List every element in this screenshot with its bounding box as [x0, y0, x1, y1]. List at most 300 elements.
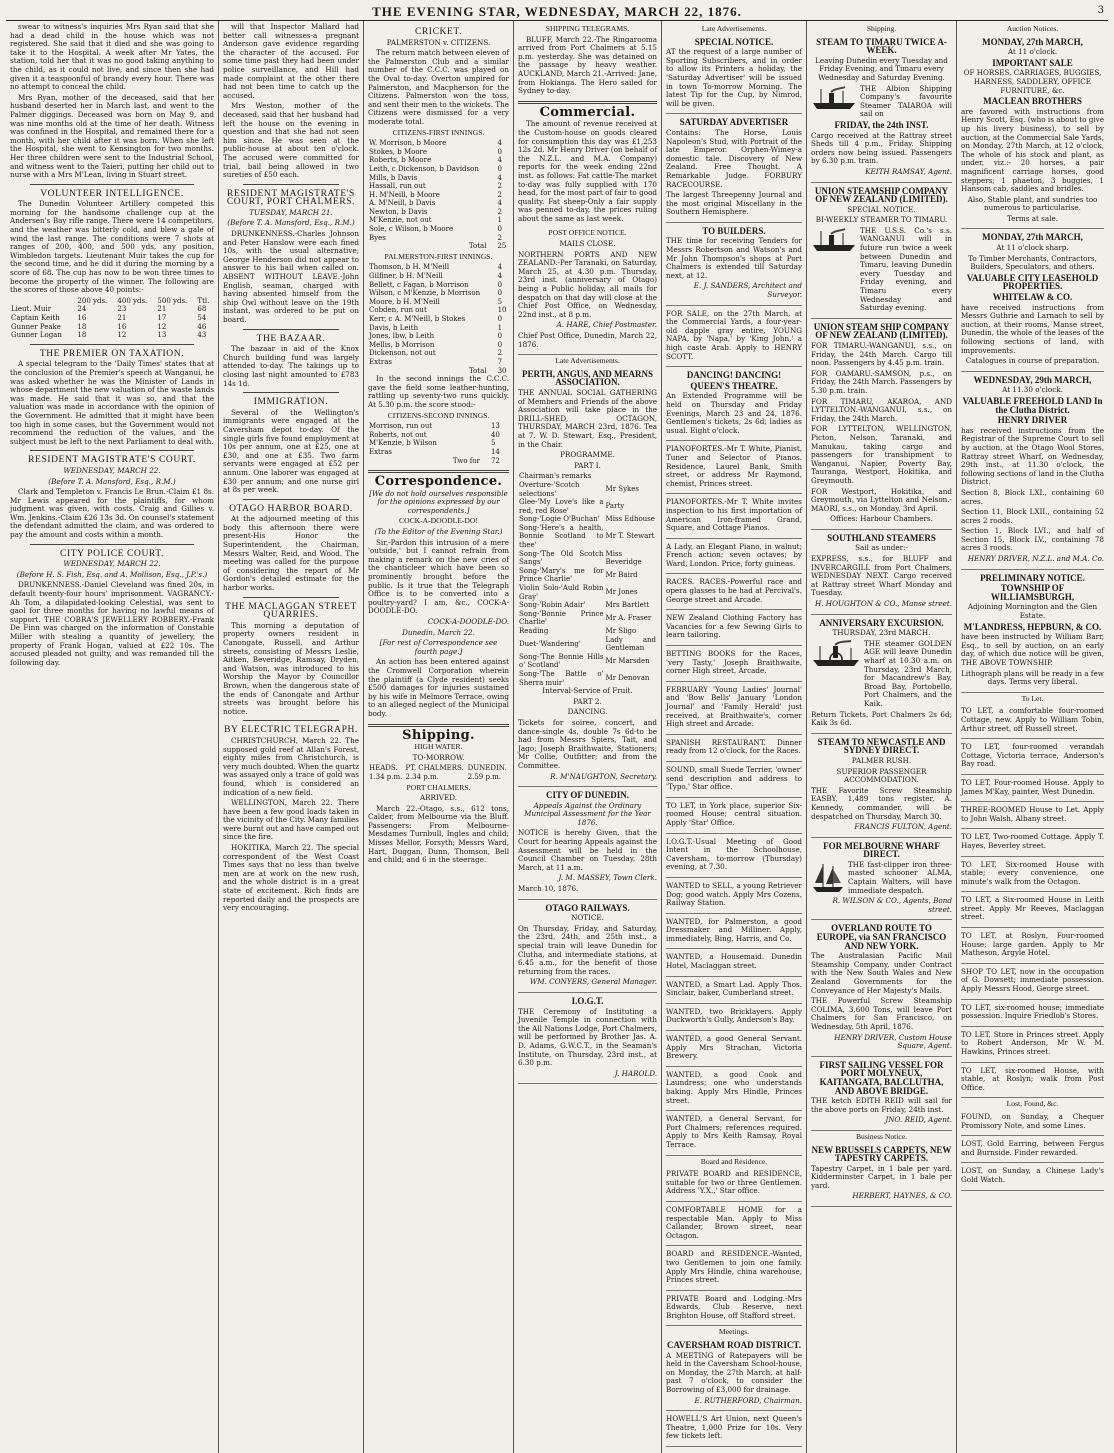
advertisement [666, 836, 802, 878]
innings-table [368, 139, 509, 251]
table-cell: W. Morrison, b Moore [369, 139, 447, 148]
advertisement [961, 894, 1104, 928]
subheading: THURSDAY, 23rd MARCH. [832, 628, 931, 638]
subheading: PALMER RUSH. [851, 755, 912, 765]
table-cell: 13 [490, 422, 500, 431]
article-text: will that Inspector Mallard had better call witnesses-a pregnant Anderson gave evidence regarding the character of the accused. For some time past they had been under police surveillance, and Hill had made complaint at the other there had not been time to catch up the accused. [223, 22, 359, 100]
ad-text: have been instructed by William Barr, Esq., to sell by auction, on an early day, of which due notice will be given, THE ABOVE TOWNSHIP. [961, 632, 1104, 667]
signature: E. J. SANDERS, Architect and Surveyor. [693, 281, 802, 300]
table-row [368, 216, 509, 225]
total-row [368, 242, 509, 251]
advertisement [518, 902, 657, 993]
divider [243, 597, 339, 598]
advertisement [811, 1144, 952, 1208]
signature: H. HOUGHTON & CO., Manse street. [814, 599, 952, 609]
table-row [368, 764, 509, 773]
table-cell: 4 [497, 173, 502, 182]
sailing-ship-icon [811, 861, 845, 895]
advertisement [666, 225, 802, 306]
masthead [6, 4, 1108, 21]
ad-text: FOR SALE, on the 27th March, at the Commercial Yards, a four-year-old dapple gray entire, YOUNG NAPA, by 'Napa,' by 'King John,' a high caste Arab. Apply to HENRY SCOTT. [666, 308, 802, 361]
column-5 [662, 21, 807, 1453]
advertisement [666, 496, 802, 538]
advertisement [666, 800, 802, 834]
table-row [368, 332, 509, 341]
ad-text: LOST, Gold Earring, between Fergus and Burnside. Finder rewarded. [961, 1139, 1104, 1157]
section-heading: Shipping. [866, 24, 897, 33]
ad-text: TO LET, Six-roomed House with stable; every convenience, one minute's walk from the Octagon. [961, 859, 1104, 886]
column-6 [807, 21, 957, 1453]
section-heading: Shipping. [402, 727, 475, 743]
subheading: PORT CHALMERS. [406, 782, 471, 792]
ad-text: Also, Stable plant, and sundries too numerous to particularise. [967, 194, 1098, 213]
advertisement [666, 612, 802, 646]
divider [30, 450, 194, 451]
signature: JNO. REID, Agent. [885, 1115, 952, 1125]
advertisement [666, 1339, 802, 1411]
table-row [518, 653, 657, 670]
ad-heading: HENRY DRIVER [997, 415, 1068, 426]
ad-heading: M'LANDRESS, HEPBURN, & CO. [963, 621, 1102, 632]
ad-text: WANTED, a Housemaid. Dunedin Hotel, Maclaggan street. [666, 952, 802, 971]
advertisement [666, 308, 802, 368]
table-cell: Hassall, run out [369, 182, 426, 191]
table-cell: Sole, c Wilson, b Moore [369, 225, 454, 234]
advertisement [666, 116, 802, 223]
table-cell: Glee-'My Love's like a red, red Rose' [519, 498, 604, 515]
ad-heading: POST OFFICE NOTICE. [548, 228, 627, 238]
section-heading: RESIDENT MAGISTRATE'S COURT. [28, 455, 196, 466]
advertisement [961, 966, 1104, 1000]
table-cell: 18 [77, 331, 87, 340]
ad-text: are favored with instructions from Henry Scott, Esq. (who is about to give up his livery business), to sell by auction, at the Commercial Sale Yards, on Monday, 27th March, at 12 o'clock, The whole of his stock and plant, as under, viz.:- 20 horses, a pair magnificent carriage horses, good steppers; 1 phaeton, 3 buggies, 1 Hansom cab, saddles and bridles. [961, 106, 1104, 194]
ad-text: LOST, on Sunday, a Chinese Lady's Gold Watch. [961, 1166, 1104, 1184]
byline: (Before T. A. Mansford, Esq., R.M.) [48, 476, 176, 486]
ad-text: PIANOFORTES.-Mr T. White invites inspection to his first importation of American Iron-framed Grand, Square, and Cottage Pianos. [666, 497, 802, 533]
table-row [368, 148, 509, 157]
table-cell: Roberts, not out [369, 430, 427, 439]
article-text: DRUNKENNESS.-Daniel Cleveland was fined 20s, in default twenty-four hours' imprisonment. VAGRANCY.-Ah Tom, a dilapidated-looking Celestial, was sent to gaol for three months for having no lawful means of support. THE COBRA'S JEWELLERY ROBBERY.-Frank De Finn was charged on the information of Constable Miller with stealing a quantity of jewellery, the property of Frank Hogan, valued at £22 10s. The accused pleaded not guilty, and was remanded till the following day. [10, 580, 214, 667]
section-heading: BY ELECTRIC TELEGRAPH. [224, 725, 358, 736]
advertisement [666, 443, 802, 494]
ad-heading: IMPORTANT SALE [992, 57, 1073, 68]
table-row [368, 156, 509, 165]
table-row [368, 272, 509, 281]
table-row [368, 165, 509, 174]
divider [243, 720, 339, 721]
section-heading: Correspondence. [374, 474, 503, 490]
table-cell: 0 [497, 225, 502, 234]
table-row [368, 422, 509, 431]
ad-heading: MONDAY, 27th MARCH, [982, 232, 1083, 243]
table-cell: Song-'Bonnie Prince Charlie' [519, 609, 604, 627]
article-text: An action has been entered against the Cromwell Corporation wherein the plaintiff (a Clyde resident) seeks £500 damages for injuries sustained by his wife in Melmore Terrace, owing to an alleged neglect of the Municipal body. [368, 657, 509, 718]
table-cell: Captain Keith [11, 314, 60, 322]
table-cell: Overture-'Scotch selections' [519, 480, 580, 498]
subheading: DANCING. [567, 707, 608, 717]
scores-header-row [10, 297, 214, 306]
table-cell: Song-'The Old Scotch Sangs' [519, 549, 604, 567]
ad-text: SHOP TO LET, now in the occupation of G. Dowsett; immediate possession. Apply Messrs Hood, George street. [961, 966, 1104, 994]
innings-table [368, 422, 509, 465]
table-cell: Kerr, c A. M'Neill, b Stokes [369, 315, 466, 323]
ship-block [811, 227, 952, 315]
advertisement [961, 572, 1104, 693]
table-cell: 2 [497, 190, 502, 199]
section-heading: Late Advertisements. [701, 24, 767, 33]
advertisement [666, 979, 802, 1004]
table-row [518, 670, 657, 687]
article-text: The amount of revenue received at the Custom-house on goods cleared for consumption this day was £1,253 12s 2d. Mr Henry Driver (on behalf of the N.Z.L. and M.A. Company) reports for the week ending 22nd inst. as follows: Fat cattle-The market to-day was fully supplied with 170 head, for the most part of fair to good quality. Fat sheep-Only a fair supply was penned to-day, the prices ruling about the same as last week. [518, 119, 657, 223]
ad-text: TO LET, six-roomed house; immediate possession. Inquire Friedlob's Stores. [961, 1002, 1104, 1021]
ad-text: TO LET, Store in Princes street. Apply to Robert Anderson, Mr W. M. Hawkins, Princes street. [961, 1029, 1104, 1056]
subheading: Appeals Against the Ordinary Municipal Assessment for the Year 1876. [524, 800, 651, 827]
table-cell: Davis, b Leith [369, 323, 419, 332]
table-cell: Extras [369, 447, 392, 456]
table-cell: 4 [497, 272, 503, 281]
table-cell: Mrs Bartlett [605, 601, 650, 610]
section-heading: Late Advertisements. [555, 356, 620, 366]
advertisement [666, 1033, 802, 1067]
signature: R. M'NAUGHTON, Secretary. [550, 771, 657, 781]
table-row [368, 174, 509, 183]
table-cell: Reading [519, 627, 549, 635]
ad-text: WANTED, a good Cook and Laundress; one who understands baking. Apply Mrs Hindle, Princes street. [666, 1069, 802, 1105]
article-text: Clark and Templeton v. Francis Le Brun.-Claim £1 8s. Mr Lewis appeared for the plaintiffs, for whom judgment was given, with costs. Craig and Gillies v. Wm. Jenkins.-Claim £26 13s 3d. On counsel's statement the defendant admitted the claim, and was ordered to pay the amount and costs within a month. [10, 487, 214, 540]
ad-text: PRIVATE Board and Lodging.-Mrs Edwards, Club Reserve, next Brighton House, off Stafford street. [666, 1293, 802, 1320]
table-cell: Chairman's remarks [519, 472, 592, 481]
ad-text: SPANISH RESTAURANT. Dinner ready from 12 o'clock, for the Races. [666, 737, 802, 756]
dateline: WEDNESDAY, MARCH 22. [63, 559, 161, 569]
table-row [518, 472, 657, 481]
subheading: PALMERSTON v. CITIZENS. [386, 37, 491, 47]
article-text: Mrs Ryan, mother of the deceased, said that her husband deserted her in March last, and went to the Palmer diggings. Deceased was born on May 9, and was nine months old at the time of her death. Witness was confined in the Hospital, and remained there for a month, with her child after it was born. When she left the Hospital, she went to Kensington for two months. Her three children were sent to the Industrial School, and witness went to the Taieri, putting her child out to nurse with a Mrs M'Lean, living in Stuart street. [10, 92, 214, 180]
ad-text: I.O.G.T.-Usual Meeting of Good Intent in the Schoolhouse, Caversham, to-morrow (Thursday) evening, at 7.30. [666, 836, 802, 872]
innings-table [368, 263, 509, 375]
table-cell: Mr Jones [605, 588, 638, 597]
table-row [368, 225, 509, 234]
ad-heading: SOUTHLAND STEAMERS [827, 532, 936, 543]
table-row [10, 314, 214, 323]
ad-text: TO LET, Two-roomed Cottage. Apply T. Hayes, Beverley street. [961, 832, 1104, 850]
ad-text: WANTED, a Smart Lad. Apply Thos. Sinclair, baker, Cumberland street. [666, 979, 802, 998]
ad-text: WANTED, two Bricklayers. Apply Duckworth's Gully, Anderson's Bay. [666, 1006, 802, 1025]
ad-heading: TO BUILDERS. [702, 225, 766, 236]
table-cell: 21 [157, 305, 167, 314]
dateline: TUESDAY, MARCH 21. [249, 207, 333, 217]
article-text: Several of the Wellington's immigrants were engaged at the Caversham depot to-day. Of the single girls five found employment at 10s per annum, one at £25, one at £30, and one at £35. Two farm servants were engaged at £52 per annum. One laborer was engaged at £30 per annum; and one nurse girl at 8s per week. [223, 407, 359, 495]
table-cell: M'Kenzie, b Wilson [369, 439, 437, 448]
table-row [368, 191, 509, 200]
table-cell [605, 472, 657, 481]
ad-heading: VALUABLE CITY LEASEHOLD PROPERTIES. [966, 272, 1099, 292]
ad-text: THE ANNUAL SOCIAL GATHERING of Members and Friends of the above Association will take place in the DRILL-SHED, OCTAGON, THURSDAY, MARCH 23rd, 1876. Tea at 7. W. D. Stewart, Esq., President, in the Chair. [518, 387, 657, 449]
subheading: HIGH WATER. [414, 742, 463, 752]
table-row [368, 289, 509, 298]
table-row [368, 234, 509, 243]
ship-block [811, 85, 952, 121]
steamship-icon [811, 85, 857, 111]
ad-text: PRIVATE BOARD and RESIDENCE, suitable for two or three Gentlemen. Address 'Y.X.,' Star office. [666, 1169, 802, 1196]
subheading: Adjoining Mornington and the Glen Estate. [967, 602, 1098, 621]
dateline: WEDNESDAY, MARCH 22. [63, 465, 161, 475]
table-cell: 30 [497, 366, 507, 375]
ad-heading: PRELIMINARY NOTICE. [980, 572, 1085, 583]
divider [518, 101, 657, 104]
advertisement [961, 831, 1104, 856]
ad-text: Contains: The Horse, Louis Napoleon's Stud, with Portrait of the late Emperor. Orphen-Wimey-a domestic tale. Discovery of New Zealand. Free Thought. A Remarkable Judge. FORBURY RACECOURSE. [666, 127, 802, 189]
table-cell: 14 [490, 447, 500, 456]
ad-text: NOTICE is hereby Given, that the Court for hearing Appeals against the Assessment will be held in the Council Chamber on Tuesday, 28th March, at 11 a.m. [518, 828, 657, 872]
ad-text: On Thursday, Friday, and Saturday, the 23rd, 24th, and 25th inst., a special train will leave Dunedin for Clutha, and intermediate stations, at 6.45 a.m., for the benefit of those returning from the races. [518, 923, 657, 976]
advertisement [666, 684, 802, 735]
table-cell: Mr A. Fraser [605, 614, 652, 623]
section-heading: THE MACLAGGAN STREET QUARRIES. [225, 601, 357, 621]
table-row [368, 349, 509, 358]
ad-text: FOR TIMARU.-WANGANUI, s.s., on Friday, the 24th March. Cargo till noon. Passengers by 4.45 p.m. train. [811, 341, 952, 368]
subheading: Leaving Dunedin every Tuesday and Friday Evening, and Timaru every Wednesday and Saturday Evening. [815, 55, 948, 82]
ad-heading: SPECIAL NOTICE. [694, 36, 774, 47]
advertisement [961, 741, 1104, 775]
ad-text: SOUND, small Suede Terrier, 'owner' send description and address to 'Typo,' Star office. [666, 764, 802, 792]
signature: HENRY DRIVER, N.Z.L. and M.A. Co. [967, 554, 1104, 564]
ad-text: NEW Zealand Clothing Factory has Vacancies for a few Sewing Girls to learn tailoring. [666, 613, 802, 640]
ad-text: THE steamer GOLDEN AGE will leave Dunedin wharf at 10.30 a.m. on Thursday, 23rd March, for Macandrew's Bay, Broad Bay, Portobello, Port Chalmers, and the Kaik. [864, 638, 952, 708]
table-cell: Song-'Here's a health, Bonnie Scotland to thee' [519, 523, 604, 550]
signature: COCK-A-DOODLE-DO. [427, 617, 509, 626]
advertisement [666, 648, 802, 682]
advertisement [518, 995, 657, 1084]
ad-text: THE Favorite Screw Steamship EASBY, 1,489 tons register, A. Kennedy, commander, will be despatched on Thursday, March 30. [811, 785, 952, 821]
table-row [10, 331, 214, 340]
table-cell: Mr T. Stewart [605, 532, 655, 541]
table-row [518, 636, 657, 653]
table-cell: 0 [497, 340, 503, 349]
subheading: ARRIVED. [419, 793, 458, 803]
article-text: In the second innings the C.C.C. gave the field some leather-hunting, rattling up seventy-two runs quickly. At 5.30 p.m. the score stood:- [368, 374, 509, 409]
section-heading: Lost, Found, &c. [1006, 1099, 1059, 1109]
ad-text: TO LET, at Roslyn, Four-roomed House; large garden. Apply to Mr Matheson, Argyle Hotel. [961, 931, 1104, 958]
advertisement [811, 840, 952, 921]
table-cell: Mr Marsden [605, 657, 650, 666]
table-cell: Gilfiner, b H. M'Neill [369, 272, 443, 281]
table-cell: Cobden, run out [369, 306, 427, 315]
divider [30, 184, 194, 185]
divider [243, 392, 339, 393]
advertisement [666, 916, 802, 950]
section-heading: Commercial. [539, 104, 636, 120]
table-cell: 4 [497, 139, 502, 148]
table-cell: 1 [497, 216, 502, 225]
editor-note: [We do not hold ourselves responsible for the opinions expressed by our correspondents.] [369, 488, 508, 515]
ad-heading: FOR MELBOURNE WHARF DIRECT. [823, 840, 940, 860]
table-cell: 4 [497, 156, 502, 165]
advertisement [961, 1138, 1104, 1163]
signature: FRANCIS FULTON, Agent. [854, 822, 952, 832]
ad-text: WANTED, a General Servant, for Port Chalmers; references required. Apply to Mrs Keith Ramsay, Royal Terrace. [666, 1114, 802, 1149]
table-cell: Duet-'Wandering' [519, 639, 581, 648]
table-cell: 17 [157, 314, 167, 322]
subheading: Sail as under:- [855, 543, 908, 553]
table-cell: Mellis, b Morrison [369, 340, 435, 349]
table-cell: 2 [497, 349, 503, 358]
editor-note: [For rest of Correspondence see fourth page.] [379, 638, 498, 656]
table-cell: HEADS. [369, 764, 398, 773]
byline: (Before H. S. Fish, Esq. and A. Mollison, Esq., J.P.'s.) [16, 569, 208, 579]
table-row [368, 341, 509, 350]
section-heading: Board and Residence. [700, 1156, 768, 1166]
ad-heading: UNION STEAM SHIP COMPANY OF NEW ZEALAND (LIMITED). [813, 321, 950, 341]
advertisement [666, 1293, 802, 1327]
advertisement [666, 951, 802, 976]
table-row [518, 524, 657, 550]
scores-table [10, 297, 214, 340]
table-row [368, 199, 509, 208]
ad-text: EXPRESS, s.s., for BLUFF and INVERCARGILL from Port Chalmers, WEDNESDAY NEXT. Cargo received at Rattray street Wharf Monday and Tuesday. [811, 554, 952, 598]
table-cell: 2.59 p.m. [467, 772, 502, 781]
ad-text: Catalogues in course of preparation. [965, 356, 1100, 366]
total-row [368, 457, 509, 466]
table-cell: 0 [497, 280, 503, 289]
table-cell: Newton, b Davis [369, 207, 428, 216]
signature: E. RUTHERFORD, Chairman. [694, 1395, 802, 1405]
table-cell: Ttl. [197, 296, 210, 305]
section-heading: VOLUNTEER INTELLIGENCE. [40, 188, 184, 199]
advertisement [811, 1059, 952, 1131]
ad-text: THE ketch EDITH REID will sail for the above ports on Friday, 24th inst. [811, 1096, 952, 1114]
dateline: Chief Post Office, Dunedin, March 22, 1876. [518, 331, 657, 349]
divider [243, 499, 339, 500]
table-cell: 1 [497, 323, 503, 332]
divider [243, 184, 339, 185]
table-cell: Violin Solo-'Auld Robin Gray' [519, 584, 604, 601]
advertisement [811, 532, 952, 615]
ad-text: A Lady, an Elegant Piano, in walnut; French action; seven octaves; by Ward, London. Price, forty guineas. [666, 541, 802, 568]
letter-heading: COCK-A-DOODLE-DO! [399, 516, 478, 526]
ad-heading: WEDNESDAY, 29th MARCH, [973, 374, 1092, 385]
table-cell: 18 [77, 322, 87, 331]
table-cell: 200 yds. [77, 296, 108, 305]
table-cell: Song-'Mary's me for Prince Charlie' [519, 566, 604, 584]
ad-text: THE Ceremony of Instituting a Juvenile Temple in connection with the All Nations Lodge, Port Chalmers, will be performed by Brother Jas. A. D. Adams, G.W.C.T., in the Seaman's Institute, on Thursday, 23rd inst., at 6.30 p.m. [518, 1006, 657, 1068]
ad-text: The largest Threepenny Journal and the most original Miscellany in the Southern Hemisphere. [666, 190, 802, 217]
ad-heading: CAVERSHAM ROAD DISTRICT. [667, 1340, 801, 1351]
article-text: At the adjourned meeting of this body this afternoon there were present-His Honor the Superintendent, the Chairman, Messrs Walter, Reid, and Wood. The meeting was called for the purpose of considering the report of Mr Gordon's detailed estimate for the harbor works. [223, 514, 359, 593]
ad-heading: ANNIVERSARY EXCURSION. [819, 617, 944, 628]
article-text: swear to witness's inquiries Mrs Ryan said that she had a dead child in the house which was not registered. She said that it died and she was going to take it to the Hospital. A week after Mr Yates, the station, told her that it was no good taking anything to the child, as it could not live, and since then she had given it a teaspoonful of brandy every hour. There was no attempt to conceal the child. [10, 22, 214, 92]
table-row [518, 567, 657, 584]
ad-text: An Extended Programme will be held on Thursday and Friday Evenings, March 23 and 24, 1876. Gentlemen's tickets, 2s 6d; ladies as usual. Eight o'clock. [666, 391, 802, 435]
advertisement [666, 36, 802, 115]
table-row [368, 263, 509, 272]
article-text: BLUFF, March 22.-The Ringarooma arrived from Port Chalmers at 5.15 p.m. yesterday. She was detained on the passage by heavy weather. AUCKLAND, March 21.-Arrived: Jane, from Hokianga. The Hero sailed for Sydney to-day. [518, 34, 657, 96]
ad-text: Tapestry Carpet, in 1 bale per yard. Kidderminster Carpet, in 1 bale per yard. [811, 1163, 952, 1190]
ad-heading: OVERLAND ROUTE TO EUROPE, via SAN FRANCISCO AND NEW YORK. [816, 923, 947, 951]
table-cell: 7 [497, 357, 503, 366]
divider [30, 344, 194, 345]
table-cell: Gunner Logan [11, 331, 62, 340]
table-cell: Stokes, b Moore [369, 147, 428, 156]
article-text: This morning a deputation of property owners resident in Canongate, Russell, and Arthur streets, consisting of Messrs Leslie, Aitken, Beveridge, Ramsay, Dryden, and Watson, was introduced to his Worship the Mayor by Councillor Brown, when the dangerous state of the ends of Canongate and Arthur streets was brought before his notice. [223, 620, 359, 716]
subheading: TO-MORROW. [412, 752, 465, 762]
ad-text: FOR OAMARU.-SAMSON, p.s., on Friday, the 24th March. Passengers by 5.30 p.m. train. [811, 368, 952, 395]
table-row [368, 208, 509, 217]
ad-heading: I.O.G.T. [571, 995, 604, 1006]
table-cell: 400 yds. [117, 296, 148, 305]
subheading: At 11.30 o'clock. [1002, 385, 1063, 395]
table-cell: Two for [452, 456, 480, 465]
ad-text: PIANOFORTES.-Mr T. White, Pianist, Tuner and Selector of Pianos. Residence, Laurel Bank, Smith street, or address Mr Raymond, chemist, Princes street. [666, 444, 802, 488]
table-row [368, 298, 509, 307]
advertisement [961, 36, 1104, 230]
table-cell: Miss Beveridge [605, 549, 642, 567]
column-1 [6, 21, 219, 1453]
table-cell: Roberts, b Moore [369, 156, 432, 165]
advertisement [811, 736, 952, 838]
signature: J. M. MASSEY, Town Clerk. [558, 873, 657, 883]
ad-text: THE Powerful Screw Steamship COLIMA, 3,600 Tons, will leave Port Chalmers for San Francisco, on Wednesday, 5th April, 1876. [811, 996, 952, 1031]
ad-text: TO LET, a comfortable four-roomed Cottage, new. Apply to William Tobin, Arthur street, off Russell street. [961, 706, 1104, 733]
table-cell: Lady and Gentleman [605, 635, 656, 653]
subheading: To Timber Merchants, Contractors, Builders, Speculators, and others. [968, 253, 1097, 272]
article-text: Sir,-Pardon this intrusion of a mere 'outside,' but I cannot refrain from making a remark on the new cries of the chanticleer which have been so prominently brought before the public. Is it true that the Telegraph Office is to be converted into a poultry-yard? I am, &c., COCK-A-DOODLE-DO. [368, 537, 509, 616]
masthead-title: THE EVENING STAR, WEDNESDAY, MARCH 22, 1876. [372, 4, 742, 19]
section-heading: RESIDENT MAGISTRATE'S COURT, PORT CHALMERS. [226, 188, 356, 208]
dateline: Dunedin, March 22. [402, 627, 475, 637]
table-cell: 5 [497, 297, 503, 306]
table-cell: 0 [497, 147, 502, 156]
ad-text: THE U.S.S. Co.'s s.s. WANGANUI will in future run twice a week between Dunedin and Timaru, leaving Dunedin every Tuesday and Friday evening, and Timaru every Wednesday and Saturday evening. [860, 225, 952, 313]
table-cell: 21 [117, 314, 127, 322]
article-text: The return match between eleven of the Palmerston Club and a similar number of the C.C.C. was played on the Oval to-day. Overton umpired for Palmerston, and Macpherson for the Citizens. Palmerston won the toss, and sent their men to the wickets. The Citizens were dismissed for a very moderate total. [368, 48, 509, 126]
table-cell: Byes [369, 233, 386, 242]
ad-text: THE Albion Shipping Company's favourite Steamer TAIAROA will sail on [860, 83, 952, 119]
ad-heading: STEAM TO TIMARU TWICE A-WEEK. [816, 36, 947, 56]
table-row [368, 281, 509, 290]
table-cell: 0 [497, 315, 503, 323]
table-cell: A. M'Neill, b Davis [369, 199, 436, 208]
table-cell: 16 [117, 322, 127, 331]
column-4 [514, 21, 662, 1453]
subheading: NOTICE. [571, 913, 604, 923]
ad-text: TO LET, in York place, superior Six-roomed House; central situation. Apply 'Star' Office. [666, 800, 802, 827]
table-row [10, 305, 214, 314]
section-heading: IMMIGRATION. [253, 397, 329, 408]
ad-text: HOWELL'S Art Union, next Queen's Theatre, 1,000 Prize for 10s. Very few tickets left. [666, 1414, 802, 1441]
table-row [518, 515, 657, 524]
columns [6, 21, 1108, 1453]
steamship-icon [811, 227, 857, 253]
ad-heading: TOWNSHIP OF WILLIAMSBURGH, [990, 583, 1075, 602]
table-row [368, 315, 509, 324]
advertisement [666, 1413, 802, 1447]
advertisement [666, 1006, 802, 1031]
article-text: DRUNKENNESS.-Charles Johnson and Peter Hanslow were each fined 10s, with the usual alternative; George Henderson did not appear to answer to his bail when called on. ABSENT WITHOUT LEAVE.-John English, seaman, charged with having absented himself from the ship Owl without leave on the 19th instant, was ordered to be put on board. [223, 229, 359, 324]
table-cell: Mr Denovan [605, 674, 650, 683]
table-cell: 12 [157, 322, 167, 331]
ship-block [811, 640, 952, 711]
table-row [368, 358, 509, 367]
article-text: The Dunedin Volunteer Artillery competed this morning for the handsome challenge cup at the Andersen's Bay rifle range. There were 14 competitors, and the weather was bitterly cold, and blew a gale of wind the last range. The conditions were 7 shots at ranges of 200, 400, and 500 yds, any position, Wimbledon targets. Lieutenant Muir takes the cup for the second time, and he did it during the morning by a score of 68. The cup has now to be won three times to become the property of the winner. The following are the scores of those above 40 points:- [10, 199, 214, 295]
table-cell: 5 [490, 439, 496, 448]
table-row [518, 550, 657, 567]
table-cell: 13 [157, 331, 167, 340]
advertisement [811, 185, 952, 319]
table-cell: Gunner Peake [11, 322, 61, 331]
letter-recipient: (To the Editor of the Evening Star.) [374, 527, 503, 537]
table-cell: 43 [197, 331, 207, 340]
advertisement [961, 1002, 1104, 1027]
